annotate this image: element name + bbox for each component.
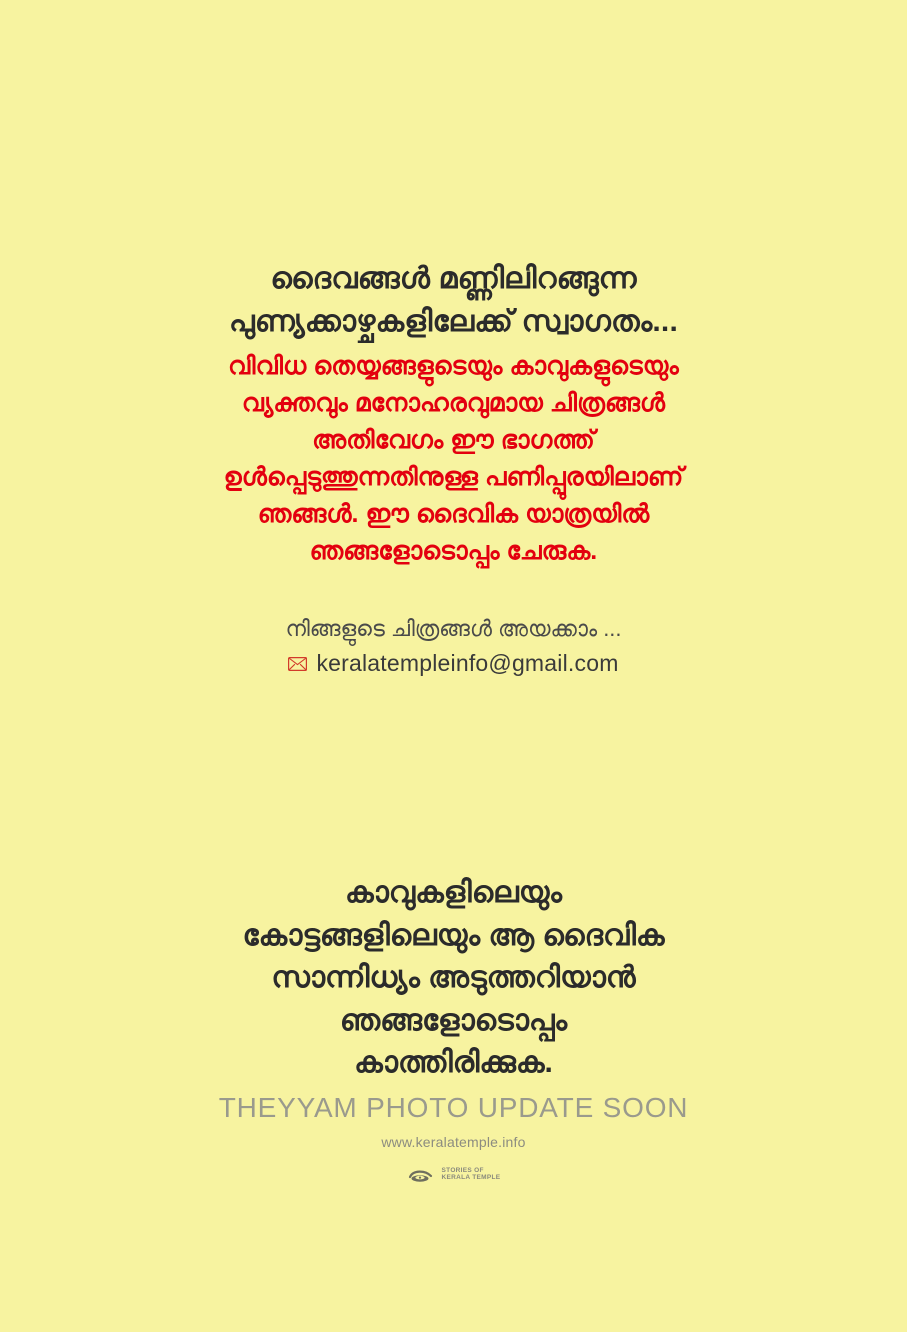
notice-line-5: ഞങ്ങൾ. ഈ ദൈവിക യാത്രയിൽ bbox=[257, 500, 650, 528]
brand-logo-line-2: KERALA TEMPLE bbox=[441, 1174, 501, 1182]
notice-paragraph bbox=[0, 348, 907, 570]
notice-line-1: വിവിധ തെയ്യങ്ങളുടെയും കാവുകളുടെയും bbox=[228, 352, 679, 380]
temple-logo-icon bbox=[407, 1164, 437, 1184]
notice-line-6: ഞങ്ങളോടൊപ്പം ചേരുക. bbox=[309, 537, 598, 565]
welcome-line-1: ദൈവങ്ങൾ മണ്ണിലിറങ്ങുന്ന bbox=[270, 262, 637, 295]
notice-line-4: ഉൾപ്പെടുത്തുന്നതിനുള്ള പണിപ്പുരയിലാണ് bbox=[223, 463, 684, 491]
closing-line-5: കാത്തിരിക്കുക. bbox=[354, 1046, 553, 1080]
welcome-heading bbox=[0, 258, 907, 343]
notice-line-2: വ്യക്തവും മനോഹരവുമായ ചിത്രങ്ങൾ bbox=[241, 389, 666, 417]
submission-block bbox=[0, 612, 907, 677]
mail-icon bbox=[288, 657, 307, 671]
brand-logo-text bbox=[442, 1167, 501, 1182]
notice-line-3: അതിവേഗം ഈ ഭാഗത്ത് bbox=[312, 426, 595, 454]
footer-title: THEYYAM PHOTO UPDATE SOON bbox=[218, 1092, 689, 1123]
brand-logo bbox=[0, 1164, 907, 1184]
brand-logo-line-1: STORIES OF bbox=[441, 1167, 484, 1175]
submission-prompt: നിങ്ങളുടെ ചിത്രങ്ങൾ അയക്കാം ... bbox=[285, 616, 622, 641]
email-row[interactable] bbox=[0, 650, 907, 677]
closing-heading bbox=[0, 872, 907, 1085]
footer bbox=[0, 1090, 907, 1184]
welcome-line-2: പുണ്യക്കാഴ്ചകളിലേക്ക് സ്വാഗതം... bbox=[229, 304, 678, 338]
closing-line-3: സാന്നിധ്യം അടുത്തറിയാൻ bbox=[271, 961, 636, 995]
closing-line-4: ഞങ്ങളോടൊപ്പം bbox=[339, 1003, 568, 1037]
closing-line-1: കാവുകളിലെയും bbox=[345, 876, 562, 909]
closing-line-2: കോട്ടങ്ങളിലെയും ആ ദൈവിക bbox=[242, 918, 665, 952]
contact-email[interactable]: keralatempleinfo@gmail.com bbox=[316, 650, 619, 676]
footer-website-url[interactable]: www.keralatemple.info bbox=[381, 1134, 526, 1151]
